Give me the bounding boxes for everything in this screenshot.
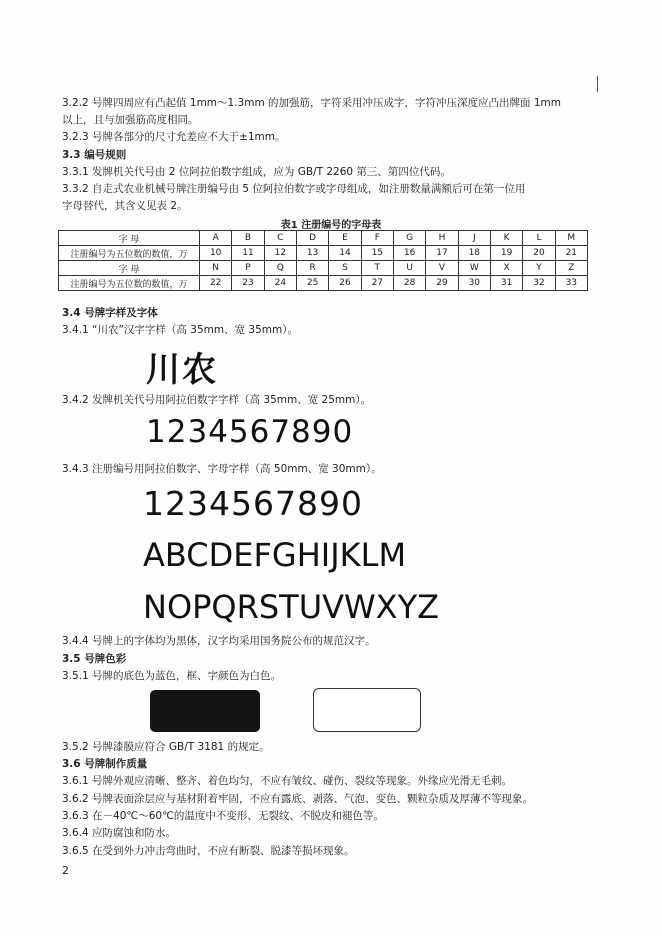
table-cell: U — [393, 261, 425, 276]
table-cell: 15 — [361, 246, 393, 261]
clause-3-4-1: 3.4.1 “川农”汉字字样（高 35mm、宽 35mm）。 — [62, 324, 298, 336]
table-cell: Z — [555, 261, 587, 276]
letter-mapping-table — [58, 230, 588, 291]
clause-3-4-3: 3.4.3 注册编号用阿拉伯数字、字母字样（高 50mm、宽 30mm）。 — [62, 463, 382, 475]
table-cell: 23 — [232, 276, 264, 291]
clause-3-2-2-line2: 以上，且与加强筋高度相同。 — [62, 114, 199, 126]
table-cell: N — [200, 261, 232, 276]
table-cell: P — [232, 261, 264, 276]
clause-3-3-1: 3.3.1 发牌机关代号由 2 位阿拉伯数字组成，应为 GB/T 2260 第三、第四位代码。 — [62, 166, 451, 178]
table-cell: E — [329, 231, 361, 246]
section-3-5-heading: 3.5 号牌色彩 — [62, 653, 127, 665]
page-number: 2 — [62, 864, 69, 877]
header-value-2: 注册编号为五位数的数值，万 — [59, 276, 200, 291]
clause-3-3-2-line2: 字母替代，其含义见表 2。 — [62, 200, 188, 212]
clause-3-5-2: 3.5.2 号牌漆膜应符合 GB/T 3181 的规定。 — [62, 741, 270, 753]
clause-3-4-4: 3.4.4 号牌上的字体均为黑体，汉字均采用国务院公布的规范汉字。 — [62, 635, 376, 647]
table-cell: B — [232, 231, 264, 246]
table-cell: G — [393, 231, 425, 246]
clause-3-2-3: 3.2.3 号牌各部分的尺寸允差应不大于±1mm。 — [62, 131, 286, 143]
table-cell: F — [361, 231, 393, 246]
clause-3-6-5: 3.6.5 在受到外力冲击弯曲时，不应有断裂、脱漆等损坏现象。 — [62, 845, 355, 857]
table-cell: L — [523, 231, 555, 246]
table-cell: R — [296, 261, 328, 276]
sample-letters-n-z: NOPQRSTUVWXYZ — [143, 588, 440, 626]
table-cell: J — [458, 231, 490, 246]
clause-3-6-4: 3.6.4 应防腐蚀和防水。 — [62, 827, 177, 839]
table-cell: V — [426, 261, 458, 276]
plate-color-sample-frame — [313, 688, 421, 732]
table-cell: K — [490, 231, 522, 246]
sample-chuan-nong: 川农 — [146, 350, 218, 390]
clause-3-2-2-line1: 3.2.2 号牌四周应有凸起值 1mm～1.3mm 的加强筋，字符采用冲压成字，字符冲压深度应凸出牌面 1mm — [62, 97, 561, 109]
table-cell: 10 — [200, 246, 232, 261]
table-cell: 26 — [329, 276, 361, 291]
table-cell: 31 — [490, 276, 522, 291]
clause-3-4-2: 3.4.2 发牌机关代号用阿拉伯数字字样（高 35mm、宽 25mm）。 — [62, 394, 372, 406]
table-cell: H — [426, 231, 458, 246]
table-cell: W — [458, 261, 490, 276]
table-row — [59, 276, 588, 291]
table-cell: X — [490, 261, 522, 276]
clause-3-6-1: 3.6.1 号牌外观应清晰、整齐、着色均匀，不应有皱纹、碰伤、裂纹等现象。外缘应光滑无毛刺。 — [62, 775, 513, 787]
table-cell: 16 — [393, 246, 425, 261]
table-cell: Q — [264, 261, 296, 276]
table-row — [59, 246, 588, 261]
table-cell: 17 — [426, 246, 458, 261]
table-cell: Y — [523, 261, 555, 276]
table-cell: S — [329, 261, 361, 276]
table-cell: 33 — [555, 276, 587, 291]
section-3-6-heading: 3.6 号牌制作质量 — [62, 758, 148, 770]
sample-letters-a-m: ABCDEFGHIJKLM — [143, 536, 407, 574]
table-row — [59, 231, 588, 246]
plate-color-sample-background — [150, 690, 260, 732]
clause-3-6-2: 3.6.2 号牌表面涂层应与基材附着牢固，不应有露底、剥落、气泡、变色、颗粒杂质及厚薄不等现象。 — [62, 793, 534, 805]
header-letter-1: 字 母 — [59, 231, 200, 246]
clause-3-5-1: 3.5.1 号牌的底色为蓝色，框、字颜色为白色。 — [62, 670, 282, 682]
table-cell: 20 — [523, 246, 555, 261]
table-cell: 30 — [458, 276, 490, 291]
clause-3-3-2-line1: 3.3.2 自走式农业机械号牌注册编号由 5 位阿拉伯数字或字母组成，如注册数量满额后可在第一位用 — [62, 183, 526, 195]
header-letter-2: 字 母 — [59, 261, 200, 276]
table-cell: 29 — [426, 276, 458, 291]
table-cell: 13 — [296, 246, 328, 261]
table-cell: A — [200, 231, 232, 246]
sample-digits-issuer: 1234567890 — [146, 414, 354, 450]
table-cell: 18 — [458, 246, 490, 261]
table-cell: 11 — [232, 246, 264, 261]
section-3-4-heading: 3.4 号牌字样及字体 — [62, 307, 158, 319]
clause-3-6-3: 3.6.3 在－40℃～60℃的温度中不变形、无裂纹、不脱皮和褪色等。 — [62, 810, 384, 822]
table-cell: D — [296, 231, 328, 246]
table-cell: 27 — [361, 276, 393, 291]
table-cell: 14 — [329, 246, 361, 261]
table-cell: 28 — [393, 276, 425, 291]
table-cell: 21 — [555, 246, 587, 261]
section-3-3-heading: 3.3 编号规则 — [62, 149, 127, 161]
table-caption: 表1 注册编号的字母表 — [280, 220, 382, 231]
table-cell: 25 — [296, 276, 328, 291]
table-cell: 22 — [200, 276, 232, 291]
header-value-1: 注册编号为五位数的数值，万 — [59, 246, 200, 261]
table-cell: C — [264, 231, 296, 246]
table-cell: 12 — [264, 246, 296, 261]
table-cell: 32 — [523, 276, 555, 291]
sample-digits-register: 1234567890 — [143, 484, 363, 523]
table-cell: T — [361, 261, 393, 276]
table-cell: 24 — [264, 276, 296, 291]
table-row — [59, 261, 588, 276]
table-cell: M — [555, 231, 587, 246]
margin-mark — [597, 76, 598, 92]
table-cell: 19 — [490, 246, 522, 261]
